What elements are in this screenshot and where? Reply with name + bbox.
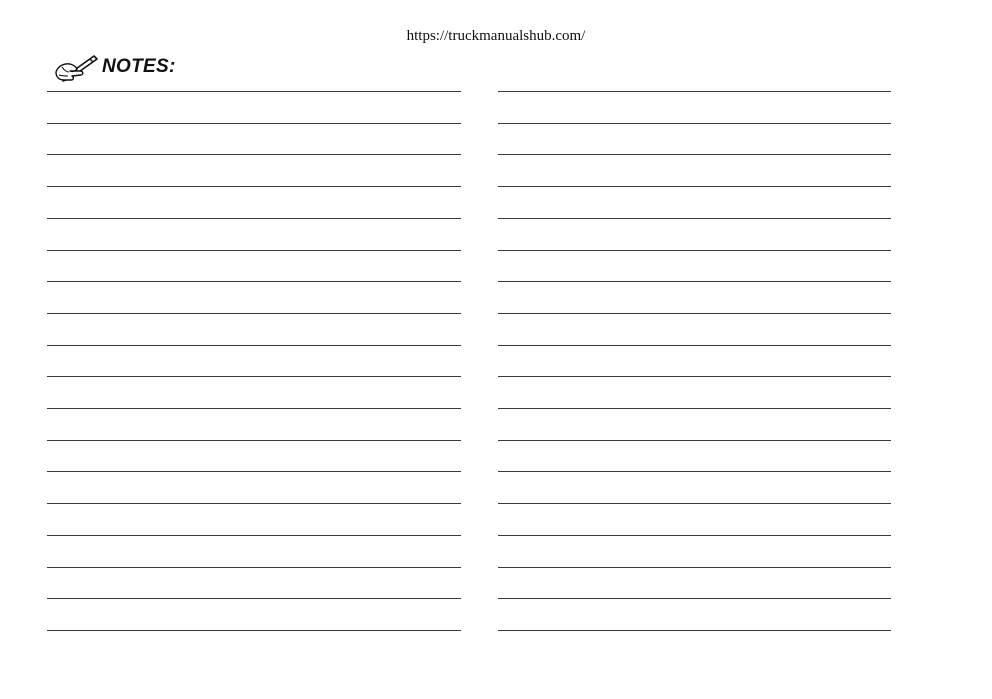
note-line	[47, 281, 461, 282]
note-line	[47, 186, 461, 187]
note-line	[498, 567, 891, 568]
note-line	[47, 218, 461, 219]
note-line	[47, 154, 461, 155]
note-line	[47, 91, 461, 92]
note-line	[498, 503, 891, 504]
note-line	[498, 154, 891, 155]
note-line	[47, 250, 461, 251]
note-line	[47, 440, 461, 441]
note-line	[47, 345, 461, 346]
note-line	[47, 408, 461, 409]
note-line	[47, 376, 461, 377]
note-line	[498, 123, 891, 124]
source-url[interactable]: https://truckmanualshub.com/	[406, 28, 586, 44]
notes-header	[50, 50, 176, 84]
note-line	[498, 345, 891, 346]
note-line	[498, 91, 891, 92]
note-line	[498, 281, 891, 282]
note-line	[498, 471, 891, 472]
note-line	[498, 630, 891, 631]
note-line	[498, 408, 891, 409]
note-line	[47, 630, 461, 631]
note-line	[498, 218, 891, 219]
note-line	[498, 250, 891, 251]
note-line	[47, 503, 461, 504]
note-line	[47, 123, 461, 124]
note-line	[47, 567, 461, 568]
note-line	[498, 535, 891, 536]
note-line	[47, 471, 461, 472]
note-line	[498, 186, 891, 187]
note-line	[47, 535, 461, 536]
note-line	[47, 313, 461, 314]
note-line	[498, 598, 891, 599]
note-line	[498, 440, 891, 441]
note-line	[498, 376, 891, 377]
note-line	[47, 598, 461, 599]
note-line	[498, 313, 891, 314]
notes-title: NOTES:	[102, 56, 176, 77]
hand-writing-pencil-icon	[50, 50, 100, 84]
